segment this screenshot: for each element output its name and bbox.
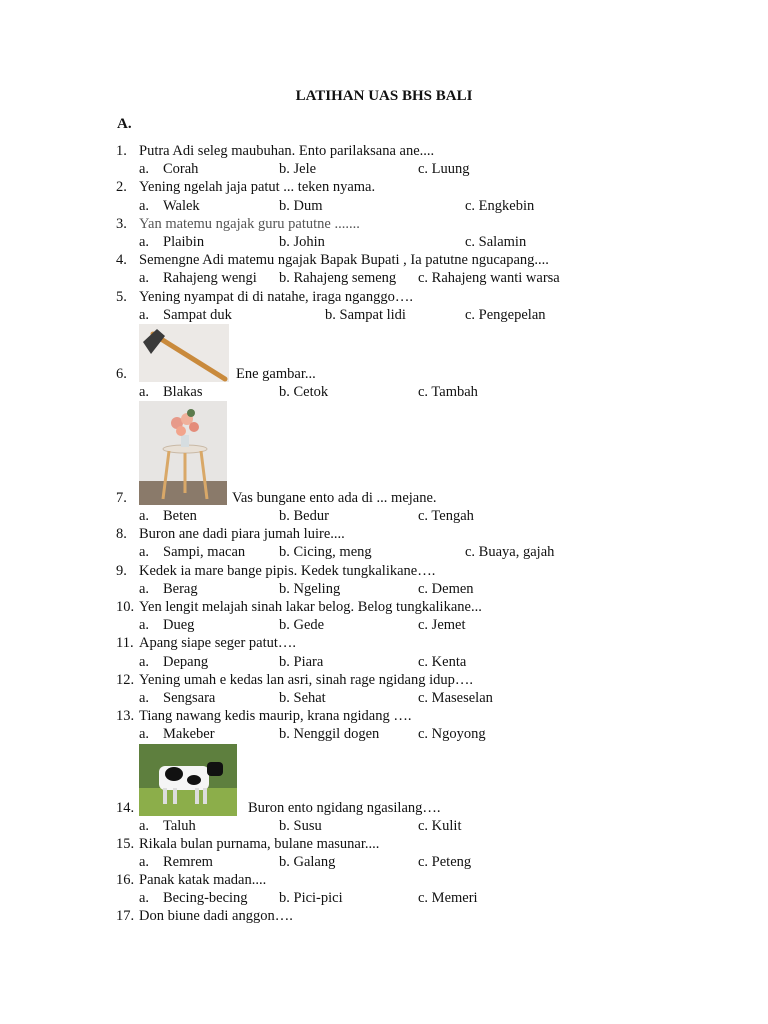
question-item [0,215,768,233]
answer-option-c: c. Engkebin [465,197,535,214]
answer-option-a: Corah [163,161,199,178]
question-number: 9. [116,562,127,579]
question-number: 16. [116,872,135,889]
answer-option-c: c. Maseselan [418,689,493,706]
answer-option-c: c. Buaya, gajah [465,544,555,561]
option-letter-a: a. [139,197,150,214]
answer-option-c: c. Kenta [418,653,467,670]
answer-option-b: b. Susu [279,817,322,834]
question-number: 5. [116,288,127,305]
answer-option-b: b. Gede [279,617,325,634]
question-item [0,288,768,306]
question-text: Buron ane dadi piara jumah luire.... [139,526,345,543]
question-item [0,324,768,383]
cow-image [139,744,237,816]
answer-option-a: Sampat duk [163,306,232,323]
question-number: 8. [116,526,127,543]
answer-options [0,383,768,401]
answer-options [0,543,768,561]
answer-options [0,817,768,835]
question-list [0,142,768,926]
question-item [0,871,768,889]
question-item [0,178,768,196]
answer-option-a: Remrem [163,853,213,870]
answer-option-a: Taluh [163,817,196,834]
question-text: Yening umah e kedas lan asri, sinah rage ngidang idup…. [139,671,473,688]
answer-options [0,653,768,671]
page-title: LATIHAN UAS BHS BALI [295,88,473,104]
answer-option-a: Walek [163,197,200,214]
question-number: 13. [116,708,135,725]
answer-option-b: b. Piara [279,653,324,670]
answer-options [0,616,768,634]
question-number: 4. [116,252,127,269]
option-letter-a: a. [139,306,150,323]
option-letter-a: a. [139,544,150,561]
answer-option-c: c. Ngoyong [418,726,486,743]
answer-options [0,889,768,907]
question-item [0,251,768,269]
question-text: Rikala bulan purnama, bulane masunar.... [139,835,380,852]
option-letter-a: a. [139,161,150,178]
answer-option-b: b. Dum [279,197,323,214]
answer-option-a: Sampi, macan [163,544,246,561]
answer-options [0,689,768,707]
question-number: 11. [116,635,134,652]
option-letter-a: a. [139,270,150,287]
answer-options [0,507,768,525]
answer-option-c: c. Jemet [418,617,466,634]
answer-option-b: b. Rahajeng semeng [279,270,397,287]
question-text: Apang siape seger patut…. [139,635,297,652]
answer-option-a: Plaibin [163,233,205,250]
answer-option-b: b. Galang [279,853,336,870]
question-item [0,401,768,507]
answer-option-c: c. Kulit [418,817,462,834]
question-item [0,634,768,652]
option-letter-a: a. [139,653,150,670]
question-item [0,525,768,543]
answer-option-c: c. Salamin [465,233,527,250]
question-text: Yan matemu ngajak guru patutne ....... [139,215,360,232]
answer-option-a: Blakas [163,383,203,400]
option-letter-a: a. [139,890,150,907]
answer-option-a: Becing-becing [163,890,248,907]
question-number: 6. [116,365,127,382]
option-letter-a: a. [139,853,150,870]
answer-option-c: c. Tengah [418,508,474,525]
answer-options [0,580,768,598]
answer-option-c: c. Demen [418,580,474,597]
answer-options [0,233,768,251]
answer-option-b: b. Sampat lidi [325,306,406,323]
question-text: Yen lengit melajah sinah lakar belog. Belog tungkalikane... [139,599,482,615]
answer-option-b: b. Bedur [279,508,329,525]
answer-options [0,853,768,871]
answer-option-c: c. Rahajeng wanti warsa [418,270,560,287]
hoe-image [139,324,229,382]
option-letter-a: a. [139,580,150,597]
option-letter-a: a. [139,383,150,400]
answer-option-b: b. Ngeling [279,580,341,597]
question-text: Yening nyampat di di natahe, iraga nganggo…. [139,288,413,305]
answer-options [0,725,768,743]
answer-option-b: b. Sehat [279,689,326,706]
answer-option-c: c. Peteng [418,853,472,870]
option-letter-a: a. [139,617,150,634]
question-text: Don biune dadi anggon…. [139,908,293,925]
answer-option-a: Beten [163,508,197,525]
answer-option-c: c. Memeri [418,890,478,907]
answer-option-b: b. Cetok [279,383,329,400]
question-text: Putra Adi seleg maubuhan. Ento parilaksana ane.... [139,143,435,159]
option-letter-a: a. [139,233,150,250]
question-number: 2. [116,179,127,196]
question-image [139,744,237,816]
question-image [139,401,227,505]
answer-options [0,197,768,215]
question-text: Buron ento ngidang ngasilang…. [248,799,441,816]
flower-vase-table-image [139,401,227,505]
question-text: Ene gambar... [236,365,316,382]
question-text: Panak katak madan.... [139,872,267,889]
question-image [139,324,229,382]
question-item [0,707,768,725]
answer-option-a: Dueg [163,617,195,634]
question-number: 3. [116,215,127,232]
answer-option-a: Rahajeng wengi [163,270,257,287]
answer-option-c: c. Tambah [418,383,478,400]
question-number: 10. [116,599,135,615]
option-letter-a: a. [139,508,150,525]
answer-options [0,160,768,178]
question-item [0,562,768,580]
answer-option-a: Sengsara [163,689,216,706]
answer-options [0,269,768,287]
question-number: 15. [116,835,135,852]
question-number: 17. [116,908,135,925]
option-letter-a: a. [139,817,150,834]
question-item [0,598,768,616]
question-text: Tiang nawang kedis maurip, krana ngidang …. [139,708,412,725]
option-letter-a: a. [139,726,150,743]
answer-option-c: c. Luung [418,161,470,178]
question-number: 1. [116,143,127,159]
answer-option-b: b. Johin [279,233,325,250]
answer-option-a: Berag [163,580,198,597]
answer-option-b: b. Pici-pici [279,890,343,907]
question-number: 12. [116,671,135,688]
answer-option-b: b. Jele [279,161,317,178]
question-number: 14. [116,799,135,816]
question-text: Vas bungane ento ada di ... mejane. [232,490,437,507]
answer-option-b: b. Nenggil dogen [279,726,380,743]
answer-option-c: c. Pengepelan [465,306,546,323]
question-item [0,835,768,853]
question-text: Semengne Adi matemu ngajak Bapak Bupati , Ia patutne ngucapang.... [139,252,549,269]
question-item [0,744,768,817]
answer-options [0,306,768,324]
section-heading: A. [117,116,132,132]
option-letter-a: a. [139,689,150,706]
question-number: 7. [116,490,127,507]
question-text: Yening ngelah jaja patut ... teken nyama. [139,179,376,196]
answer-option-a: Makeber [163,726,215,743]
question-text: Kedek ia mare bange pipis. Kedek tungkalikane…. [139,562,436,579]
answer-option-b: b. Cicing, meng [279,544,372,561]
answer-option-a: Depang [163,653,209,670]
question-item [0,142,768,160]
question-item [0,907,768,925]
question-item [0,671,768,689]
